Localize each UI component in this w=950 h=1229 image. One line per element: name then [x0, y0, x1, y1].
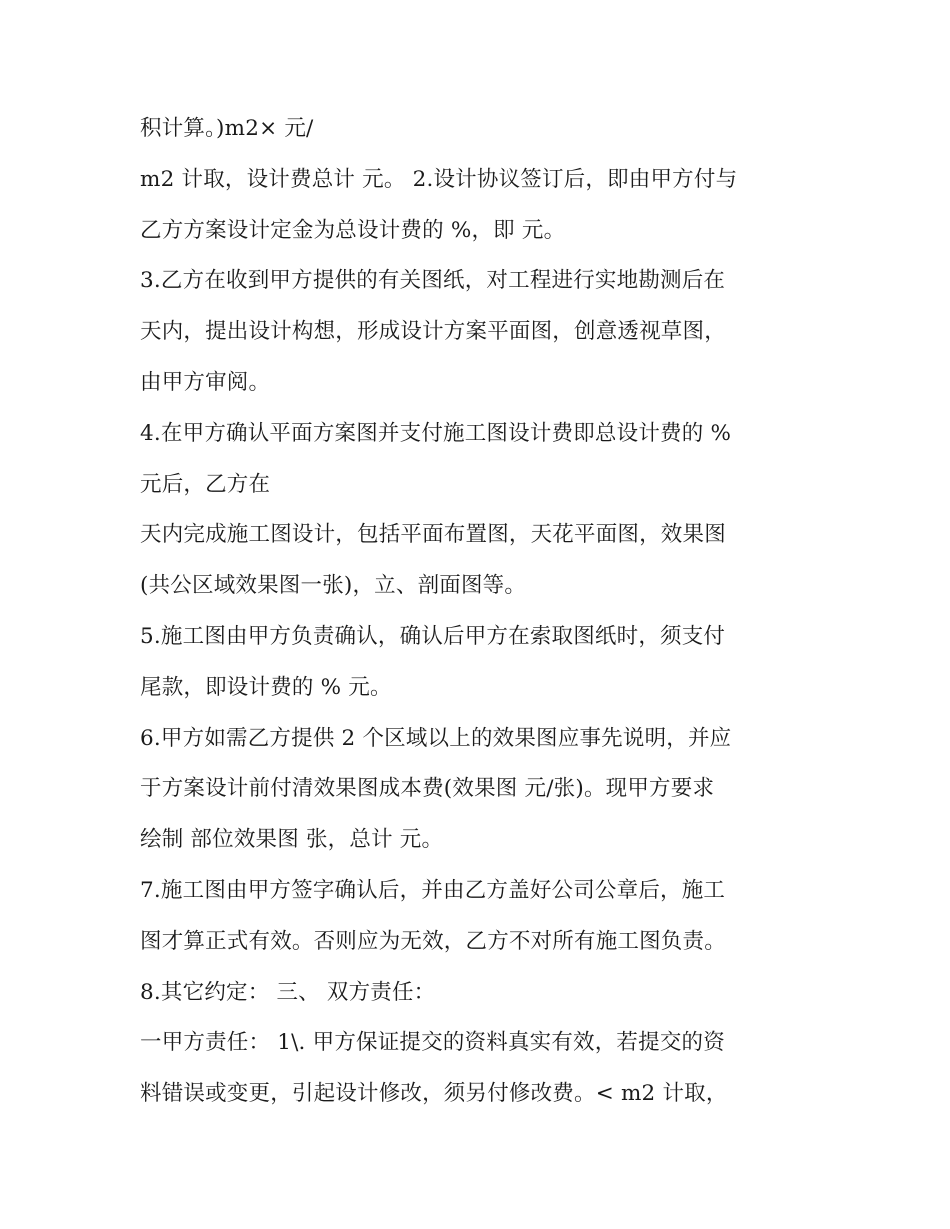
- text-line: 由甲方审阅。: [140, 369, 271, 395]
- text-line: 6.甲方如需乙方提供 2 个区域以上的效果图应事先说明，并应: [140, 725, 732, 751]
- text-line: m2 计取，设计费总计 元。 2.设计协议签订后，即由甲方付与: [140, 166, 738, 192]
- text-line: 图才算正式有效。否则应为无效，乙方不对所有施工图负责。: [140, 928, 726, 954]
- text-line: 绘制 部位效果图 张，总计 元。: [140, 827, 444, 853]
- document-body: [140, 104, 830, 1120]
- text-line: 7.施工图由甲方签字确认后，并由乙方盖好公司公章后，施工: [140, 877, 726, 903]
- text-line: 积计算。)m2× 元/: [140, 116, 314, 141]
- text-line: 一甲方责任： 1\. 甲方保证提交的资料真实有效，若提交的资: [140, 1030, 725, 1056]
- text-line: 元后，乙方在: [140, 471, 271, 497]
- text-line: 天内，提出设计构想，形成设计方案平面图，创意透视草图，: [140, 319, 726, 345]
- text-line: 料错误或变更，引起设计修改，须另付修改费。< m2 计取，: [140, 1081, 728, 1107]
- text-line: 4.在甲方确认平面方案图并支付施工图设计费即总设计费的 %: [140, 420, 732, 446]
- text-line: (共公区域效果图一张)，立、剖面图等。: [140, 573, 527, 599]
- text-line: 3.乙方在收到甲方提供的有关图纸，对工程进行实地勘测后在: [140, 268, 726, 294]
- text-line: 乙方方案设计定金为总设计费的 %，即 元。: [140, 217, 566, 243]
- text-line: 于方案设计前付清效果图成本费(效果图 元/张)。现甲方要求: [140, 776, 715, 802]
- text-line: 尾款，即设计费的 % 元。: [140, 674, 392, 700]
- text-line: 8.其它约定： 三、 双方责任：: [140, 979, 436, 1005]
- text-line: 天内完成施工图设计，包括平面布置图，天花平面图，效果图: [140, 522, 726, 548]
- text-line: 5.施工图由甲方负责确认，确认后甲方在索取图纸时，须支付: [140, 623, 726, 649]
